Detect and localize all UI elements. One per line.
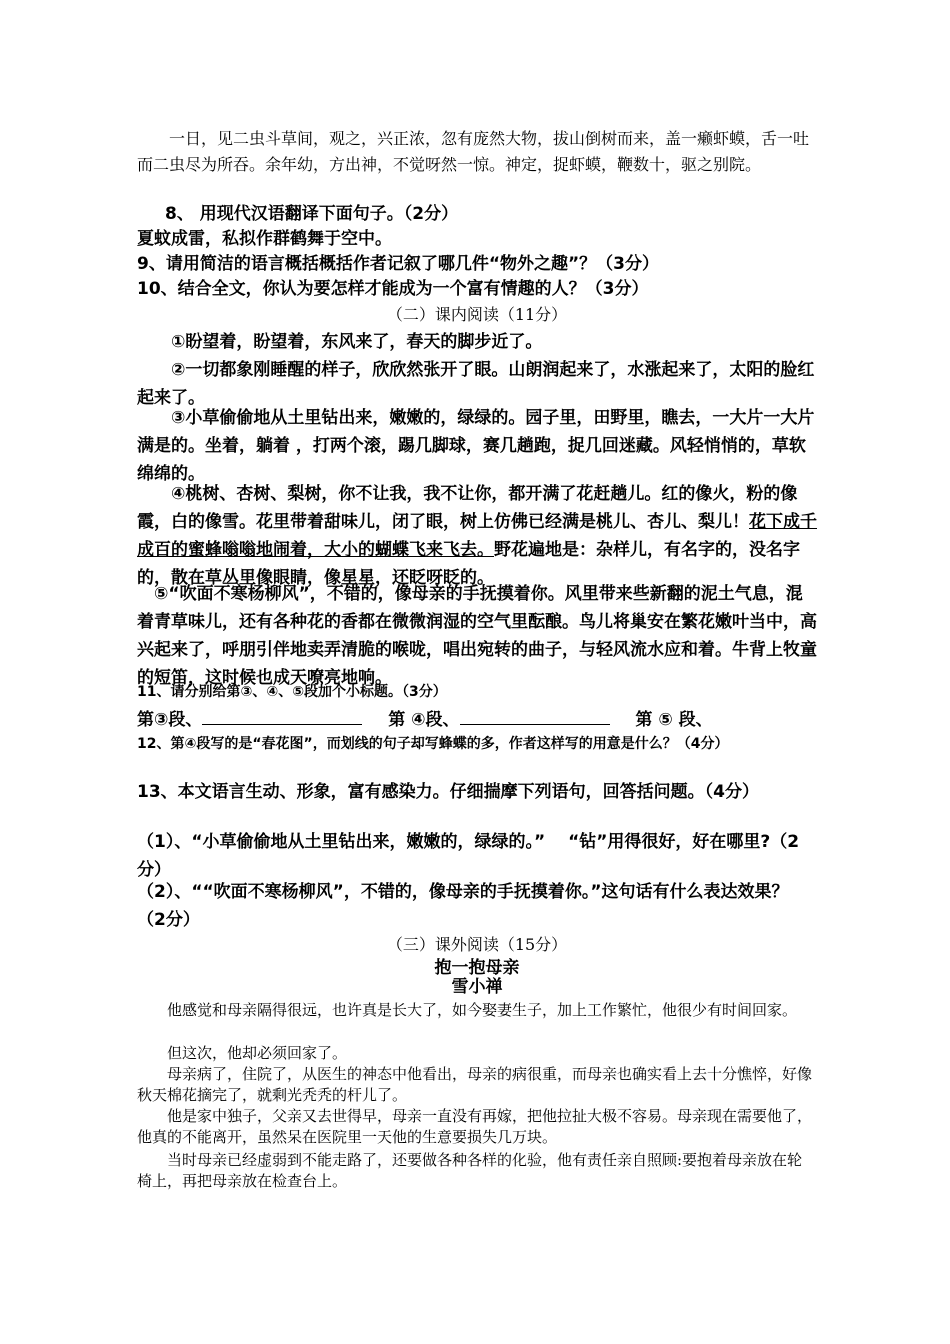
story-title: 抱一抱母亲	[434, 958, 520, 978]
question-11: 11、请分别给第③、④、⑤段加个小标题。（3分）	[137, 684, 447, 700]
story-paragraph-5: 当时母亲已经虚弱到不能走路了，还要做各种各样的化验，他有责任亲自照顾:要抱着母亲放在轮椅上，再把母亲放在检查台上。	[137, 1151, 803, 1190]
question-11-answer-line	[137, 706, 817, 733]
paragraph-4-text: ④桃树、杏树、梨树，你不让我，我不让你，都开满了花赶趟儿。红的像火，粉的像霞，白的像雪。花里带着甜味儿，闭了眼，树上仿佛已经满是桃儿、杏儿、梨儿！	[137, 484, 798, 532]
section-2-paragraph-5: ⑤“吹面不寒杨柳风”，不错的，像母亲的手抚摸着你。风里带来些新翻的泥土气息，混着青草味儿，还有各种花的香都在微微润湿的空气里酝酿。鸟儿将巢安在繁花嫩叶当中，高兴起来了，呼朋引伴地卖弄清脆的喉咙，唱出宛转的曲子，与轻风流水应和着。牛背上牧童的短笛，这时候也成天嘹亮地响。	[137, 584, 817, 688]
section-2-paragraph-4	[137, 480, 817, 592]
question-13: 13、本文语言生动、形象，富有感染力。仔细揣摩下列语句，回答括问题。（4分）	[137, 782, 759, 802]
question-8: 8、 用现代汉语翻译下面句子。（2分）	[165, 204, 459, 224]
section-3-title: （三）课外阅读（15分）	[386, 935, 568, 954]
story-paragraph-2: 但这次，他却必须回家了。	[167, 1044, 348, 1062]
story-author: 雪小禅	[451, 977, 503, 997]
para-5-label: 第 ⑤ 段、	[635, 710, 713, 730]
question-9: 9、请用简洁的语言概括概括作者记叙了哪几件“物外之趣”？（3分）	[137, 254, 660, 274]
para-3-blank[interactable]	[202, 706, 362, 725]
question-10: 10、结合全文，你认为要怎样才能成为一个富有情趣的人？（3分）	[137, 279, 649, 299]
question-8-sentence: 夏蚊成雷，私拟作群鹤舞于空中。	[137, 229, 392, 249]
passage-paragraph: 一日，见二虫斗草间，观之，兴正浓，忽有庞然大物，拔山倒树而来，盖一癞虾蟆，舌一吐而二虫尽为所吞。余年幼，方出神，不觉呀然一惊。神定，捉虾蟆，鞭数十，驱之别院。	[137, 129, 810, 174]
question-13-1: （1）、“小草偷偷地从土里钻出来，嫩嫩的，绿绿的。” “钻”用得很好，好在哪里?（2分）	[137, 832, 800, 880]
question-12: 12、第④段写的是“春花图”，而划线的句子却写蜂蝶的多，作者这样写的用意是什么？（4分）	[137, 736, 729, 752]
para-3-label: 第③段、	[137, 710, 203, 730]
section-2-paragraph-3: ③小草偷偷地从土里钻出来，嫩嫩的，绿绿的。园子里，田野里，瞧去，一大片一大片满是的。坐着，躺着 ，打两个滚，踢几脚球，赛几趟跑，捉几回迷藏。风轻悄悄的，草软绵绵的。	[137, 408, 815, 484]
section-2-paragraph-2: ②一切都象刚睡醒的样子，欣欣然张开了眼。山朗润起来了，水涨起来了，太阳的脸红起来了。	[137, 360, 815, 408]
para-4-label: 第 ④段、	[388, 710, 460, 730]
para-4-blank[interactable]	[460, 706, 610, 725]
underlined-sentence: 花下成千成百的蜜蜂嗡嗡地闹着，大小的蝴蝶飞来飞去。	[137, 512, 817, 560]
story-paragraph-1: 他感觉和母亲隔得很远，也许真是长大了，如今娶妻生子，加上工作繁忙，他很少有时间回家。	[167, 1001, 798, 1019]
section-2-paragraph-1: ①盼望着，盼望着，东风来了，春天的脚步近了。	[171, 332, 543, 352]
story-paragraph-3: 母亲病了，住院了，从医生的神态中他看出，母亲的病很重，而母亲也确实看上去十分憔悴，好像秋天棉花摘完了，就剩光秃秃的杆儿了。	[137, 1065, 813, 1104]
paragraph-4-text-end: 野花遍地是：杂样儿，有名字的，没名字的，散在草丛里像眼睛，像星星，还眨呀眨的。	[137, 540, 800, 588]
story-paragraph-4: 他是家中独子，父亲又去世得早，母亲一直没有再嫁，把他拉扯大极不容易。母亲现在需要他了，他真的不能离开，虽然呆在医院里一天他的生意要损失几万块。	[137, 1107, 813, 1146]
question-13-2: （2）、““吹面不寒杨柳风”，不错的，像母亲的手抚摸着你。”这句话有什么表达效果？（2分）	[137, 882, 789, 930]
section-2-title: （二）课内阅读（11分）	[386, 305, 568, 324]
